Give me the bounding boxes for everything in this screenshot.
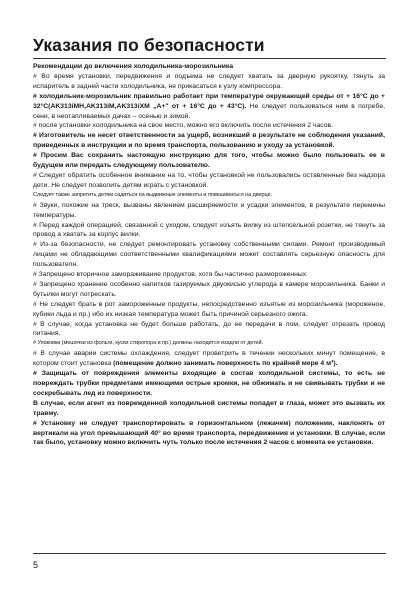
section-heading: Рекомендации до включения холодильника-морозильника: [33, 63, 234, 70]
instruction-paragraph: # Следует обратить особенное внимание на то, чтобы установкой не пользовались оставленные без надзора дети. Не следует позволить детям играть с установкой.: [33, 171, 385, 189]
safety-instructions-body: [33, 62, 385, 448]
paragraph-text-part: # холодильник-морозильник правильно работает при температуре окружающей среды от + 16°C до + 32°C(AK313iMH,AK313iM,AK313iXM „A+" от + 16°C до + 43°C).: [33, 92, 385, 110]
instruction-paragraph: # Изготовитель не несет ответственности за ущерб, возникший в результате не соблюдения указаний, приведенных в инструкции и по время транспорта, пользованию и уходу за установкой.: [33, 132, 385, 150]
instruction-paragraph: # Просим Вас сохранить настоящую инструкцию для того, чтобы можно было пользовать ее в будущем или передать следующему пользователю.: [33, 152, 385, 170]
instruction-paragraph: # Из-за безопасности, не следует ремонтировать установку собственными силами. Ремонт производимый лицами не обладающими соответственными квалификациями может составлять серьезную опасность для пользователя.: [33, 241, 385, 269]
paragraph-text-part: Не следует пользоваться ним в погребе, сени, в неотапливаемых дачах – осенью и зимой.: [33, 102, 385, 120]
instruction-paragraph: # Установку не следует транспортировать в горизонтальном (лежачем) положении, наклонять от вертикали на угол превышающий 40° во время транспорта, передвижения и установки. В случае, если так было, установку можно включить чуть только после истечения 2 часов с момента ее установки.: [33, 419, 385, 447]
instruction-paragraph: # Не следует брать в рот замороженные продукты, непосредственно изъятые из морозильника (мороженое, кубики льда и пр.) ибо их низкая температура может быть причиной серьезного ожога.: [33, 300, 385, 318]
page-title: Указания по безопасности: [33, 35, 265, 55]
instruction-paragraph: # после установки холодильника на свое место, можно его включить после истечения 2 часов.: [33, 122, 334, 130]
instruction-paragraph: [33, 349, 385, 369]
paragraph-text-part: (помещение должно занимать поверхность по крайней мере 4 м³).: [113, 360, 338, 368]
instruction-paragraph: Следует также запретить детям садиться на выдвижные элементы и повешиваться на дверце.: [33, 191, 273, 198]
page-number: 5: [33, 560, 39, 570]
instruction-paragraph: # Запрещено хранение особенно напитков газируемых двуокисью углерода в камере морозильника. Банки и бутылки могут потрескать.: [33, 280, 385, 298]
instruction-paragraph: # В случае, когда установка не будет больше работать, до ее передачи в лом, следует отрезать провод питания.: [33, 320, 385, 338]
instruction-paragraph: # Во время установки, передвижения и подъема не следует хватать за дверную рукоятку, тянуть за испаритель в задней части холодильника, не прикасаться к узлу компрессора.: [33, 72, 385, 90]
footer-divider: [33, 553, 386, 554]
title-divider: [33, 58, 386, 59]
instruction-paragraph: [33, 92, 385, 122]
instruction-paragraph: # Перед каждой операцией, связанной с уходом, следует изъять вилку из штепсельной розетки, не тянуть за провод а хватать за корпус вилки.: [33, 221, 385, 239]
instruction-paragraph: В случае, если агент из поврежденной холодильной системы попадет в глаза, может это вызвать их травму.: [33, 399, 385, 417]
instruction-paragraph: # Звуки, похожие на треск, вызваны явлением расширяемости и усадки элементов, в результате перемены температуры.: [33, 201, 385, 219]
instruction-paragraph: # Защищать от повреждения элементы входящие в состав холодильной системы, то есть не повреждать трубки предметами имеющими острые кромки, не обжимать и не свивывать трубки и не соскребывать лед из поверхности.: [33, 370, 385, 397]
instruction-paragraph: # Запрещено вторичное замораживание продуктов, хотя бы частично размороженных.: [33, 271, 309, 279]
paragraph-text-part: # В случае аварии системы охлаждения, следует проветрить в течении нескольких минут помещение, в котором стоит установка: [33, 350, 385, 368]
instruction-paragraph: # Упаковки (мешочки из фольги, куски стиропора и пр.) должны находится изадли от детей.: [33, 340, 264, 347]
